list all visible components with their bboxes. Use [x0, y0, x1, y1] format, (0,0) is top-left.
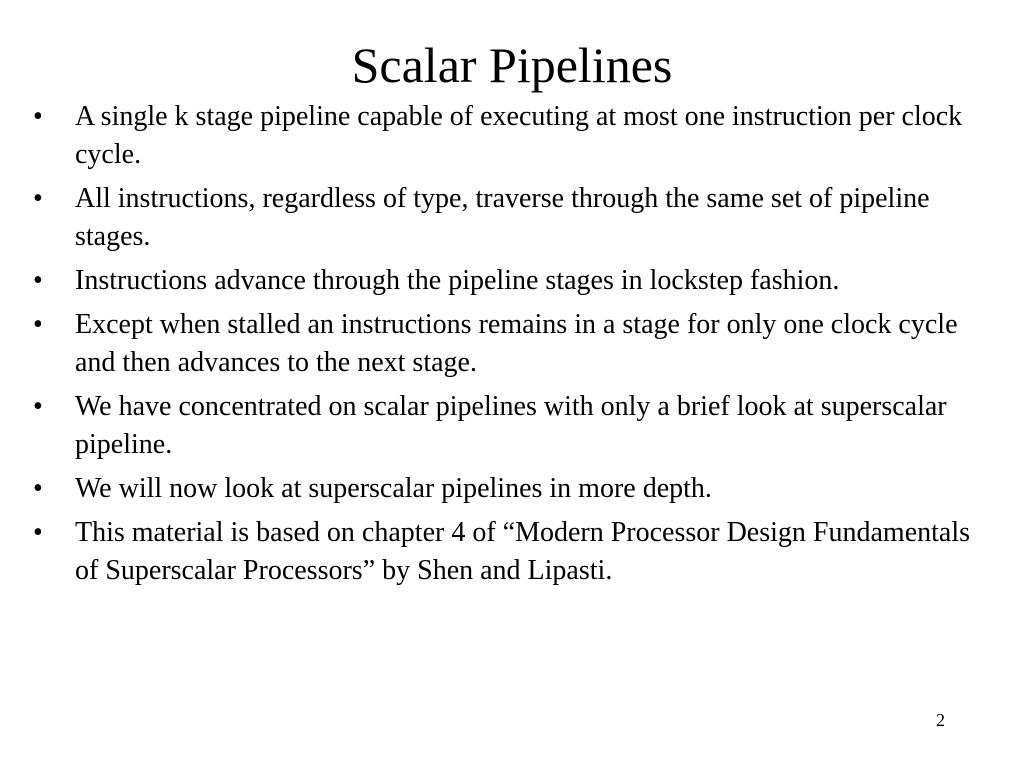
bullet-icon: •: [33, 309, 43, 340]
bullet-icon: •: [33, 391, 43, 422]
bullet-item-3: [30, 262, 996, 300]
bullet-item-5: [30, 388, 996, 464]
bullet-icon: •: [33, 183, 43, 214]
bullet-text: All instructions, regardless of type, traverse through the same set of pipeline stages.: [75, 183, 930, 252]
bullet-item-2: [30, 180, 996, 256]
bullet-text: This material is based on chapter 4 of “Modern Processor Design Fundamentals of Superscalar Processors” by Shen and Lipasti.: [75, 517, 971, 586]
bullet-item-4: [30, 306, 996, 382]
slide-number: 2: [936, 710, 945, 730]
bullet-icon: •: [33, 101, 43, 132]
slide-title: Scalar Pipelines: [351, 37, 673, 93]
bullet-icon: •: [33, 473, 43, 504]
bullet-list: [30, 98, 996, 596]
bullet-text: We will now look at superscalar pipelines in more depth.: [75, 473, 712, 504]
bullet-text: A single k stage pipeline capable of executing at most one instruction per clock cycle.: [75, 101, 963, 170]
bullet-item-1: [30, 98, 996, 174]
bullet-text: We have concentrated on scalar pipelines with only a brief look at superscalar pipeline.: [75, 391, 947, 460]
bullet-text: Instructions advance through the pipeline stages in lockstep fashion.: [75, 265, 840, 296]
bullet-item-7: [30, 514, 996, 590]
bullet-icon: •: [33, 265, 43, 296]
bullet-item-6: [30, 470, 996, 508]
bullet-text: Except when stalled an instructions remains in a stage for only one clock cycle and then advances to the next stage.: [75, 309, 958, 378]
bullet-icon: •: [33, 517, 43, 548]
